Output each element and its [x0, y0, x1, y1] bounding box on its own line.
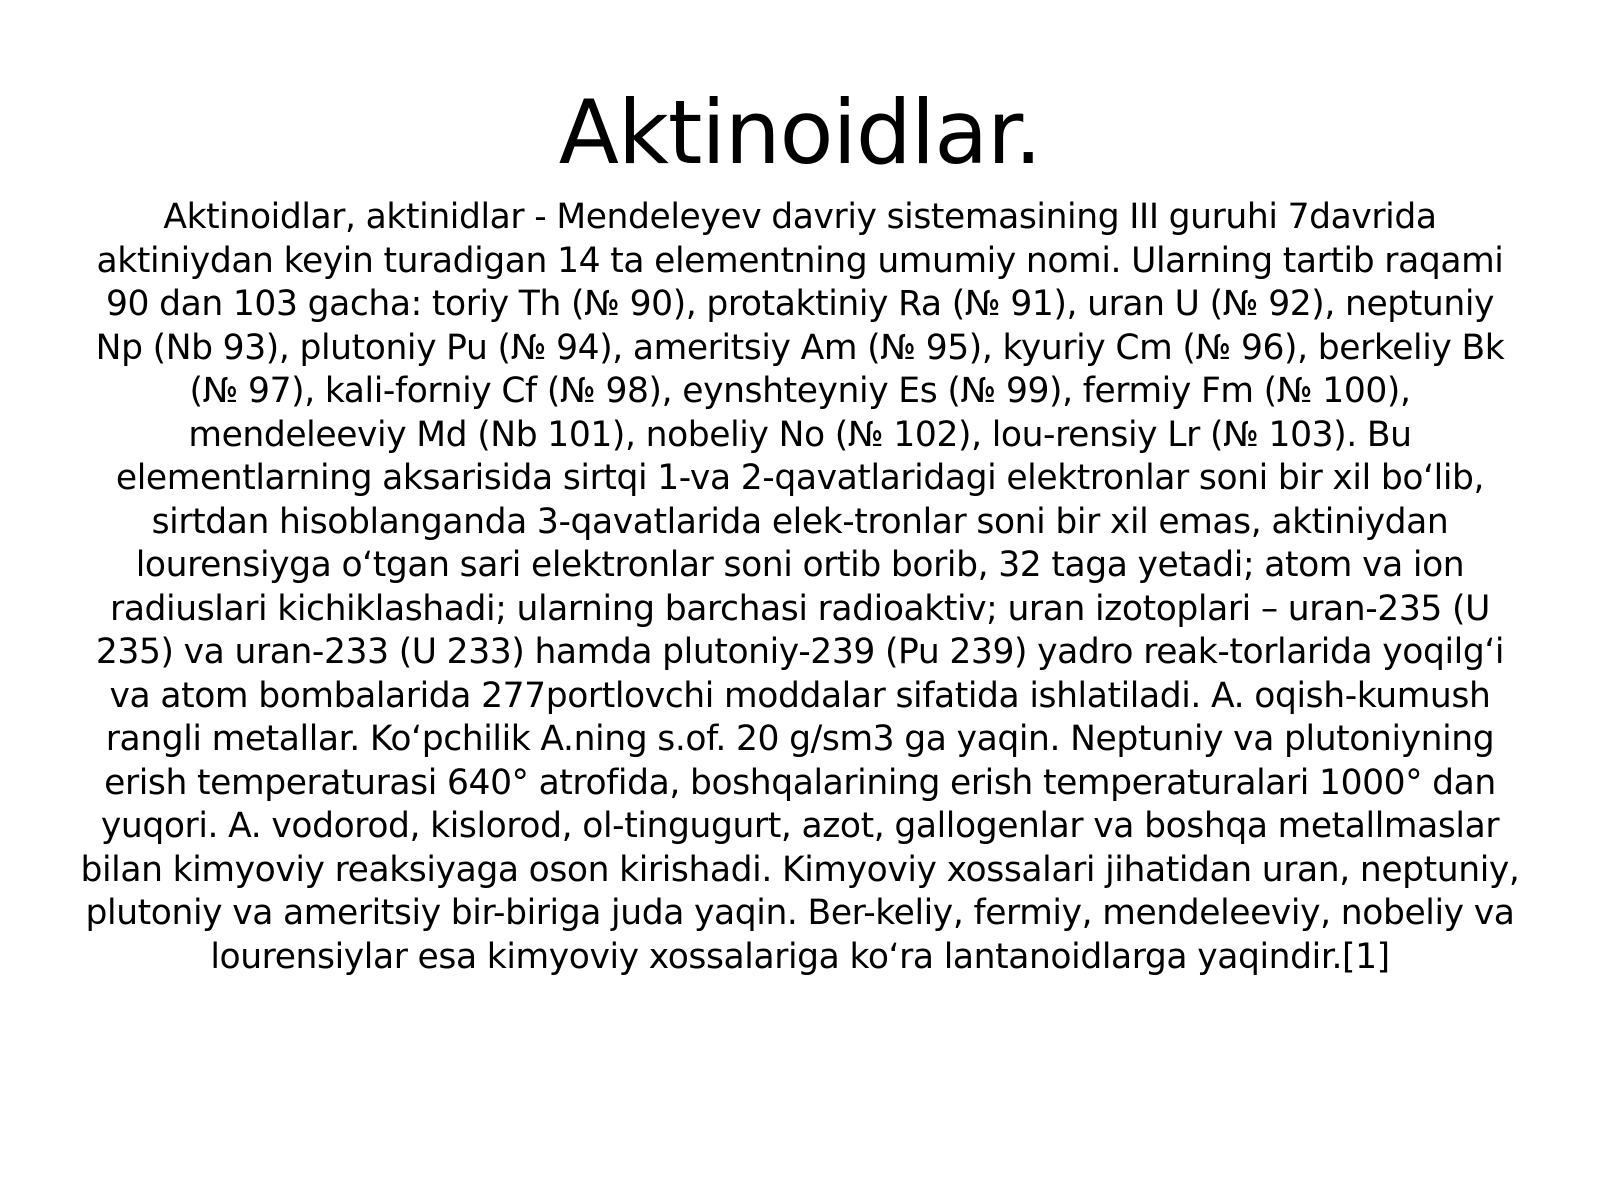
slide-body-text: Aktinoidlar, aktinidlar - Mendeleyev davriy sistemasining III guruhi 7davrida aktiniydan keyin turadigan 14 ta elementning umumiy nomi. Ularning tartib raqami 90 dan 103 gacha: toriy Th (№ 90), protaktiniy Ra (№ 91), uran U (№ 92), neptuniy Np (Nb 93), plutoniy Pu (№ 94), ameritsiy Am (№ 95), kyuriy Cm (№ 96), berkeliy Bk (№ 97), kali-forniy Cf (№ 98), eynshteyniy Es (№ 99), fermiy Fm (№ 100), mendeleeviy Md (Nb 101), nobeliy No (№ 102), lou-rensiy Lr (№ 103). Bu elementlarning aksarisida sirtqi 1-va 2-qavatlaridagi elektronlar soni bir xil bo‘lib, sirtdan hisoblanganda 3-qavatlarida elek-tronlar soni bir xil emas, aktiniydan lourensiyga o‘tgan sari elektronlar soni ortib borib, 32 taga yetadi; atom va ion radiuslari kichiklashadi; ularning barchasi radioaktiv; uran izotoplari – uran-235 (U 235) va uran-233 (U 233) hamda plutoniy-239 (Pu 239) yadro reak-torlarida yoqilg‘i va atom bombalarida 277portlovchi moddalar sifatida ishlatiladi. A. oqish-kumush rangli metallar. Ko‘pchilik A.ning s.of. 20 g/sm3 ga yaqin. Neptuniy va plutoniyning erish temperaturasi 640° atrofida, boshqalarining erish temperaturalari 1000° dan yuqori. A. vodorod, kislorod, ol-tingugurt, azot, gallogenlar va boshqa metallmaslar bilan kimyoviy reaksiyaga oson kirishadi. Kimyoviy xossalari jihatidan uran, neptuniy, plutoniy va ameritsiy bir-biriga juda yaqin. Ber-keliy, fermiy, mendeleeviy, nobeliy va lourensiylar esa kimyoviy xossalariga ko‘ra lantanoidlarga yaqindir.[1]	[80, 197, 1520, 977]
slide-title: Aktinoidlar.	[558, 81, 1042, 184]
